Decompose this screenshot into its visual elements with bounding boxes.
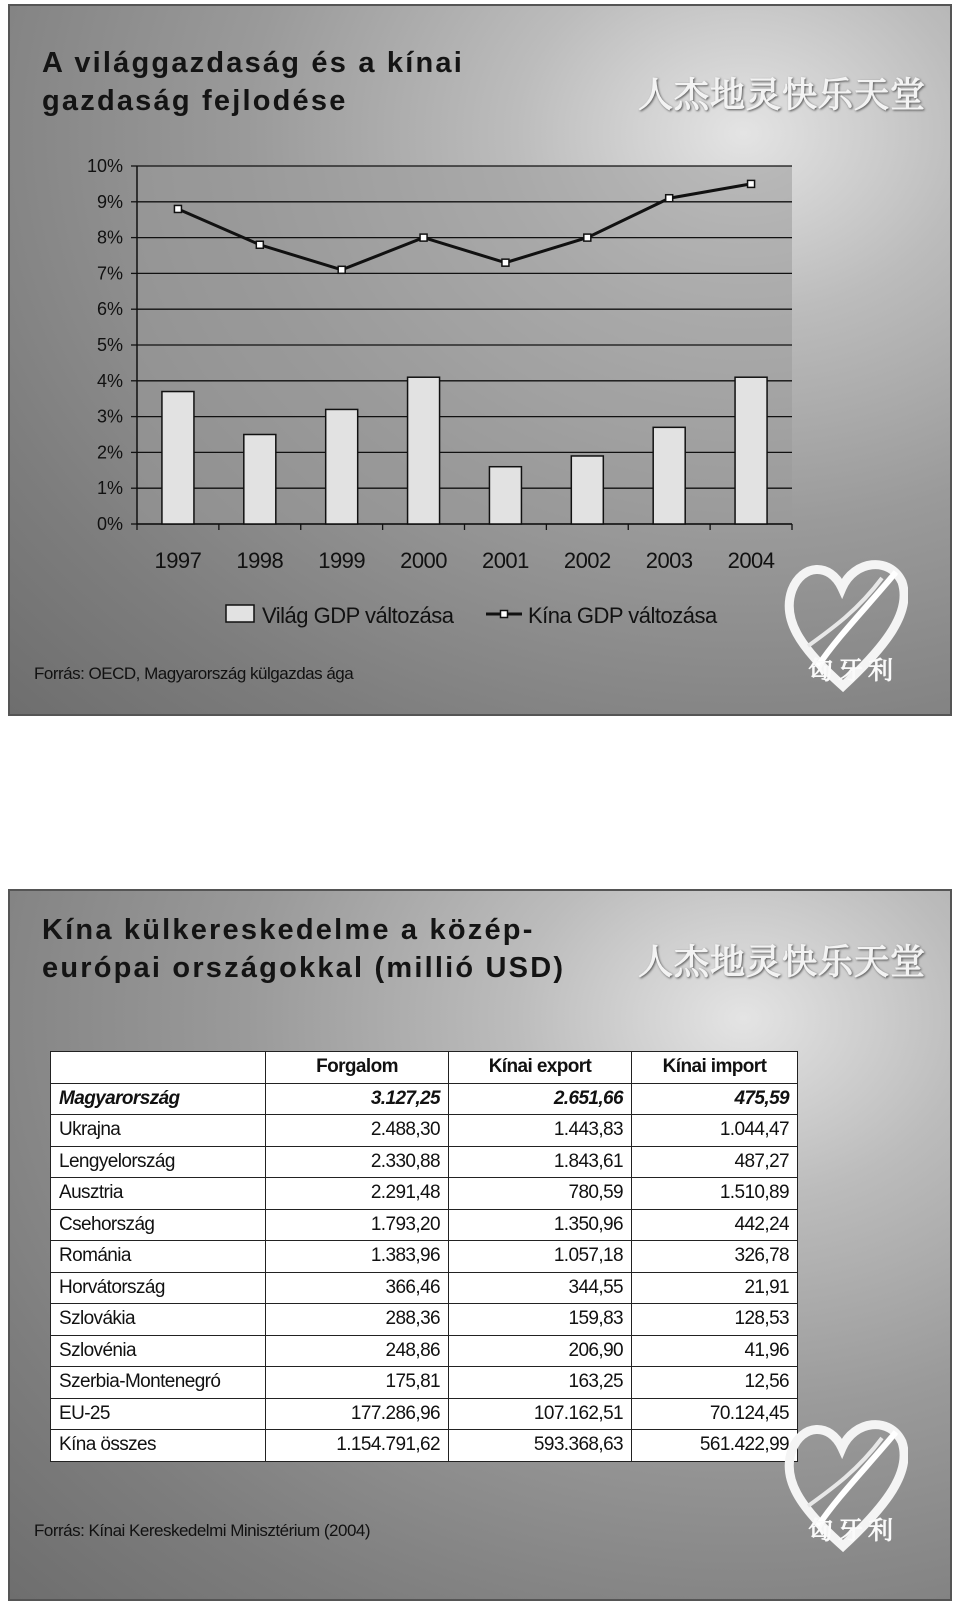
table-row	[51, 1209, 798, 1241]
table-header-row	[51, 1052, 798, 1084]
table-row	[51, 1272, 798, 1304]
cell-import: 41,96	[632, 1335, 798, 1367]
y-tick-label: 8%	[96, 227, 123, 248]
y-tick-label: 1%	[96, 478, 123, 499]
line-marker	[420, 234, 427, 241]
line-marker	[666, 195, 673, 202]
cell-import: 1.510,89	[632, 1178, 798, 1210]
cell-import: 487,27	[632, 1146, 798, 1178]
header-import: Kínai import	[632, 1052, 798, 1084]
cell-export: 1.443,83	[449, 1115, 632, 1147]
slide-trade-table	[8, 889, 952, 1601]
cell-export: 163,25	[449, 1367, 632, 1399]
cell-country: Szlovénia	[51, 1335, 266, 1367]
table-row	[51, 1335, 798, 1367]
x-tick-label: 2000	[400, 548, 448, 573]
slide-gdp-chart	[8, 4, 952, 716]
brand-text: 人杰地灵快乐天堂	[637, 943, 926, 983]
legend-marker	[501, 611, 508, 618]
cell-forgalom: 2.330,88	[266, 1146, 449, 1178]
legend-label: Világ GDP változása	[262, 603, 454, 628]
cell-country: Csehország	[51, 1209, 266, 1241]
trade-table	[50, 1051, 798, 1462]
table-row	[51, 1304, 798, 1336]
x-tick-label: 1998	[236, 548, 284, 573]
legend-swatch-bar	[226, 605, 254, 622]
slide-title	[42, 911, 565, 987]
y-tick-label: 9%	[96, 191, 123, 212]
line-marker	[174, 205, 181, 212]
line-marker	[338, 266, 345, 273]
legend-label: Kína GDP változása	[528, 603, 717, 628]
cell-export: 1.843,61	[449, 1146, 632, 1178]
line-marker	[256, 241, 263, 248]
brand-text: 人杰地灵快乐天堂	[637, 76, 926, 116]
bar	[489, 467, 521, 524]
cell-country: Horvátország	[51, 1272, 266, 1304]
table-row	[51, 1146, 798, 1178]
cell-forgalom: 175,81	[266, 1367, 449, 1399]
y-tick-label: 4%	[96, 370, 123, 391]
bar	[653, 427, 685, 524]
source-note: Forrás: OECD, Magyarország külgazdas ága	[34, 664, 354, 683]
header-forgalom: Forgalom	[266, 1052, 449, 1084]
cell-forgalom: 2.488,30	[266, 1115, 449, 1147]
cell-country: Kína összes	[51, 1430, 266, 1462]
source-note: Forrás: Kínai Kereskedelmi Minisztérium (2004)	[34, 1521, 371, 1540]
cell-import: 442,24	[632, 1209, 798, 1241]
x-tick-label: 1997	[154, 548, 202, 573]
y-tick-label: 7%	[96, 263, 123, 284]
bar	[571, 456, 603, 524]
cell-import: 326,78	[632, 1241, 798, 1273]
cell-export: 1.057,18	[449, 1241, 632, 1273]
cell-country: Szlovákia	[51, 1304, 266, 1336]
y-tick-label: 6%	[96, 299, 123, 320]
cell-export: 344,55	[449, 1272, 632, 1304]
bar	[735, 377, 767, 524]
cell-export: 593.368,63	[449, 1430, 632, 1462]
header-export: Kínai export	[449, 1052, 632, 1084]
header-country	[51, 1052, 266, 1084]
table-row	[51, 1115, 798, 1147]
cell-import: 21,91	[632, 1272, 798, 1304]
cell-export: 107.162,51	[449, 1398, 632, 1430]
cell-export: 1.350,96	[449, 1209, 632, 1241]
y-tick-label: 2%	[96, 442, 123, 463]
cell-country: Szerbia-Montenegró	[51, 1367, 266, 1399]
table-row	[51, 1241, 798, 1273]
cell-import: 475,59	[632, 1083, 798, 1115]
line-marker	[502, 259, 509, 266]
cell-export: 780,59	[449, 1178, 632, 1210]
y-tick-label: 5%	[96, 335, 123, 355]
cell-import: 70.124,45	[632, 1398, 798, 1430]
bar	[244, 435, 276, 525]
table-row	[51, 1430, 798, 1462]
cell-country: Románia	[51, 1241, 266, 1273]
line-marker	[748, 180, 755, 187]
y-tick-label: 3%	[96, 406, 123, 427]
cell-forgalom: 288,36	[266, 1304, 449, 1336]
x-tick-label: 2002	[563, 548, 611, 573]
cell-country: Ausztria	[51, 1178, 266, 1210]
cell-export: 159,83	[449, 1304, 632, 1336]
title-line-2: gazdaság fejlodése	[42, 85, 348, 117]
y-tick-label: 10%	[86, 156, 123, 176]
x-tick-label: 2003	[645, 548, 693, 573]
logo-text: 匈牙利	[807, 656, 898, 685]
bar	[408, 377, 440, 524]
cell-import: 1.044,47	[632, 1115, 798, 1147]
title-line-2: európai országokkal (millió USD)	[42, 952, 566, 984]
cell-export: 206,90	[449, 1335, 632, 1367]
cell-forgalom: 1.154.791,62	[266, 1430, 449, 1462]
cell-forgalom: 1.793,20	[266, 1209, 449, 1241]
x-tick-label: 2004	[727, 548, 775, 573]
x-tick-label: 1999	[318, 548, 366, 573]
cell-forgalom: 366,46	[266, 1272, 449, 1304]
y-tick-label: 0%	[96, 514, 123, 534]
title-line-1: Kína külkereskedelme a közép-	[42, 914, 535, 946]
cell-country: EU-25	[51, 1398, 266, 1430]
cell-export: 2.651,66	[449, 1083, 632, 1115]
table-row	[51, 1083, 798, 1115]
bar	[162, 392, 194, 524]
table-row	[51, 1398, 798, 1430]
line-marker	[584, 234, 591, 241]
table-row	[51, 1367, 798, 1399]
cell-import: 561.422,99	[632, 1430, 798, 1462]
cell-forgalom: 3.127,25	[266, 1083, 449, 1115]
cell-forgalom: 248,86	[266, 1335, 449, 1367]
cell-forgalom: 177.286,96	[266, 1398, 449, 1430]
cell-import: 12,56	[632, 1367, 798, 1399]
bar	[326, 409, 358, 524]
cell-forgalom: 2.291,48	[266, 1178, 449, 1210]
x-tick-label: 2001	[481, 548, 529, 573]
logo-text: 匈牙利	[807, 1516, 898, 1545]
cell-country: Lengyelország	[51, 1146, 266, 1178]
cell-country: Magyarország	[51, 1083, 266, 1115]
cell-forgalom: 1.383,96	[266, 1241, 449, 1273]
table-row	[51, 1178, 798, 1210]
cell-import: 128,53	[632, 1304, 798, 1336]
cell-country: Ukrajna	[51, 1115, 266, 1147]
title-line-1: A világgazdaság és a kínai	[42, 47, 465, 79]
